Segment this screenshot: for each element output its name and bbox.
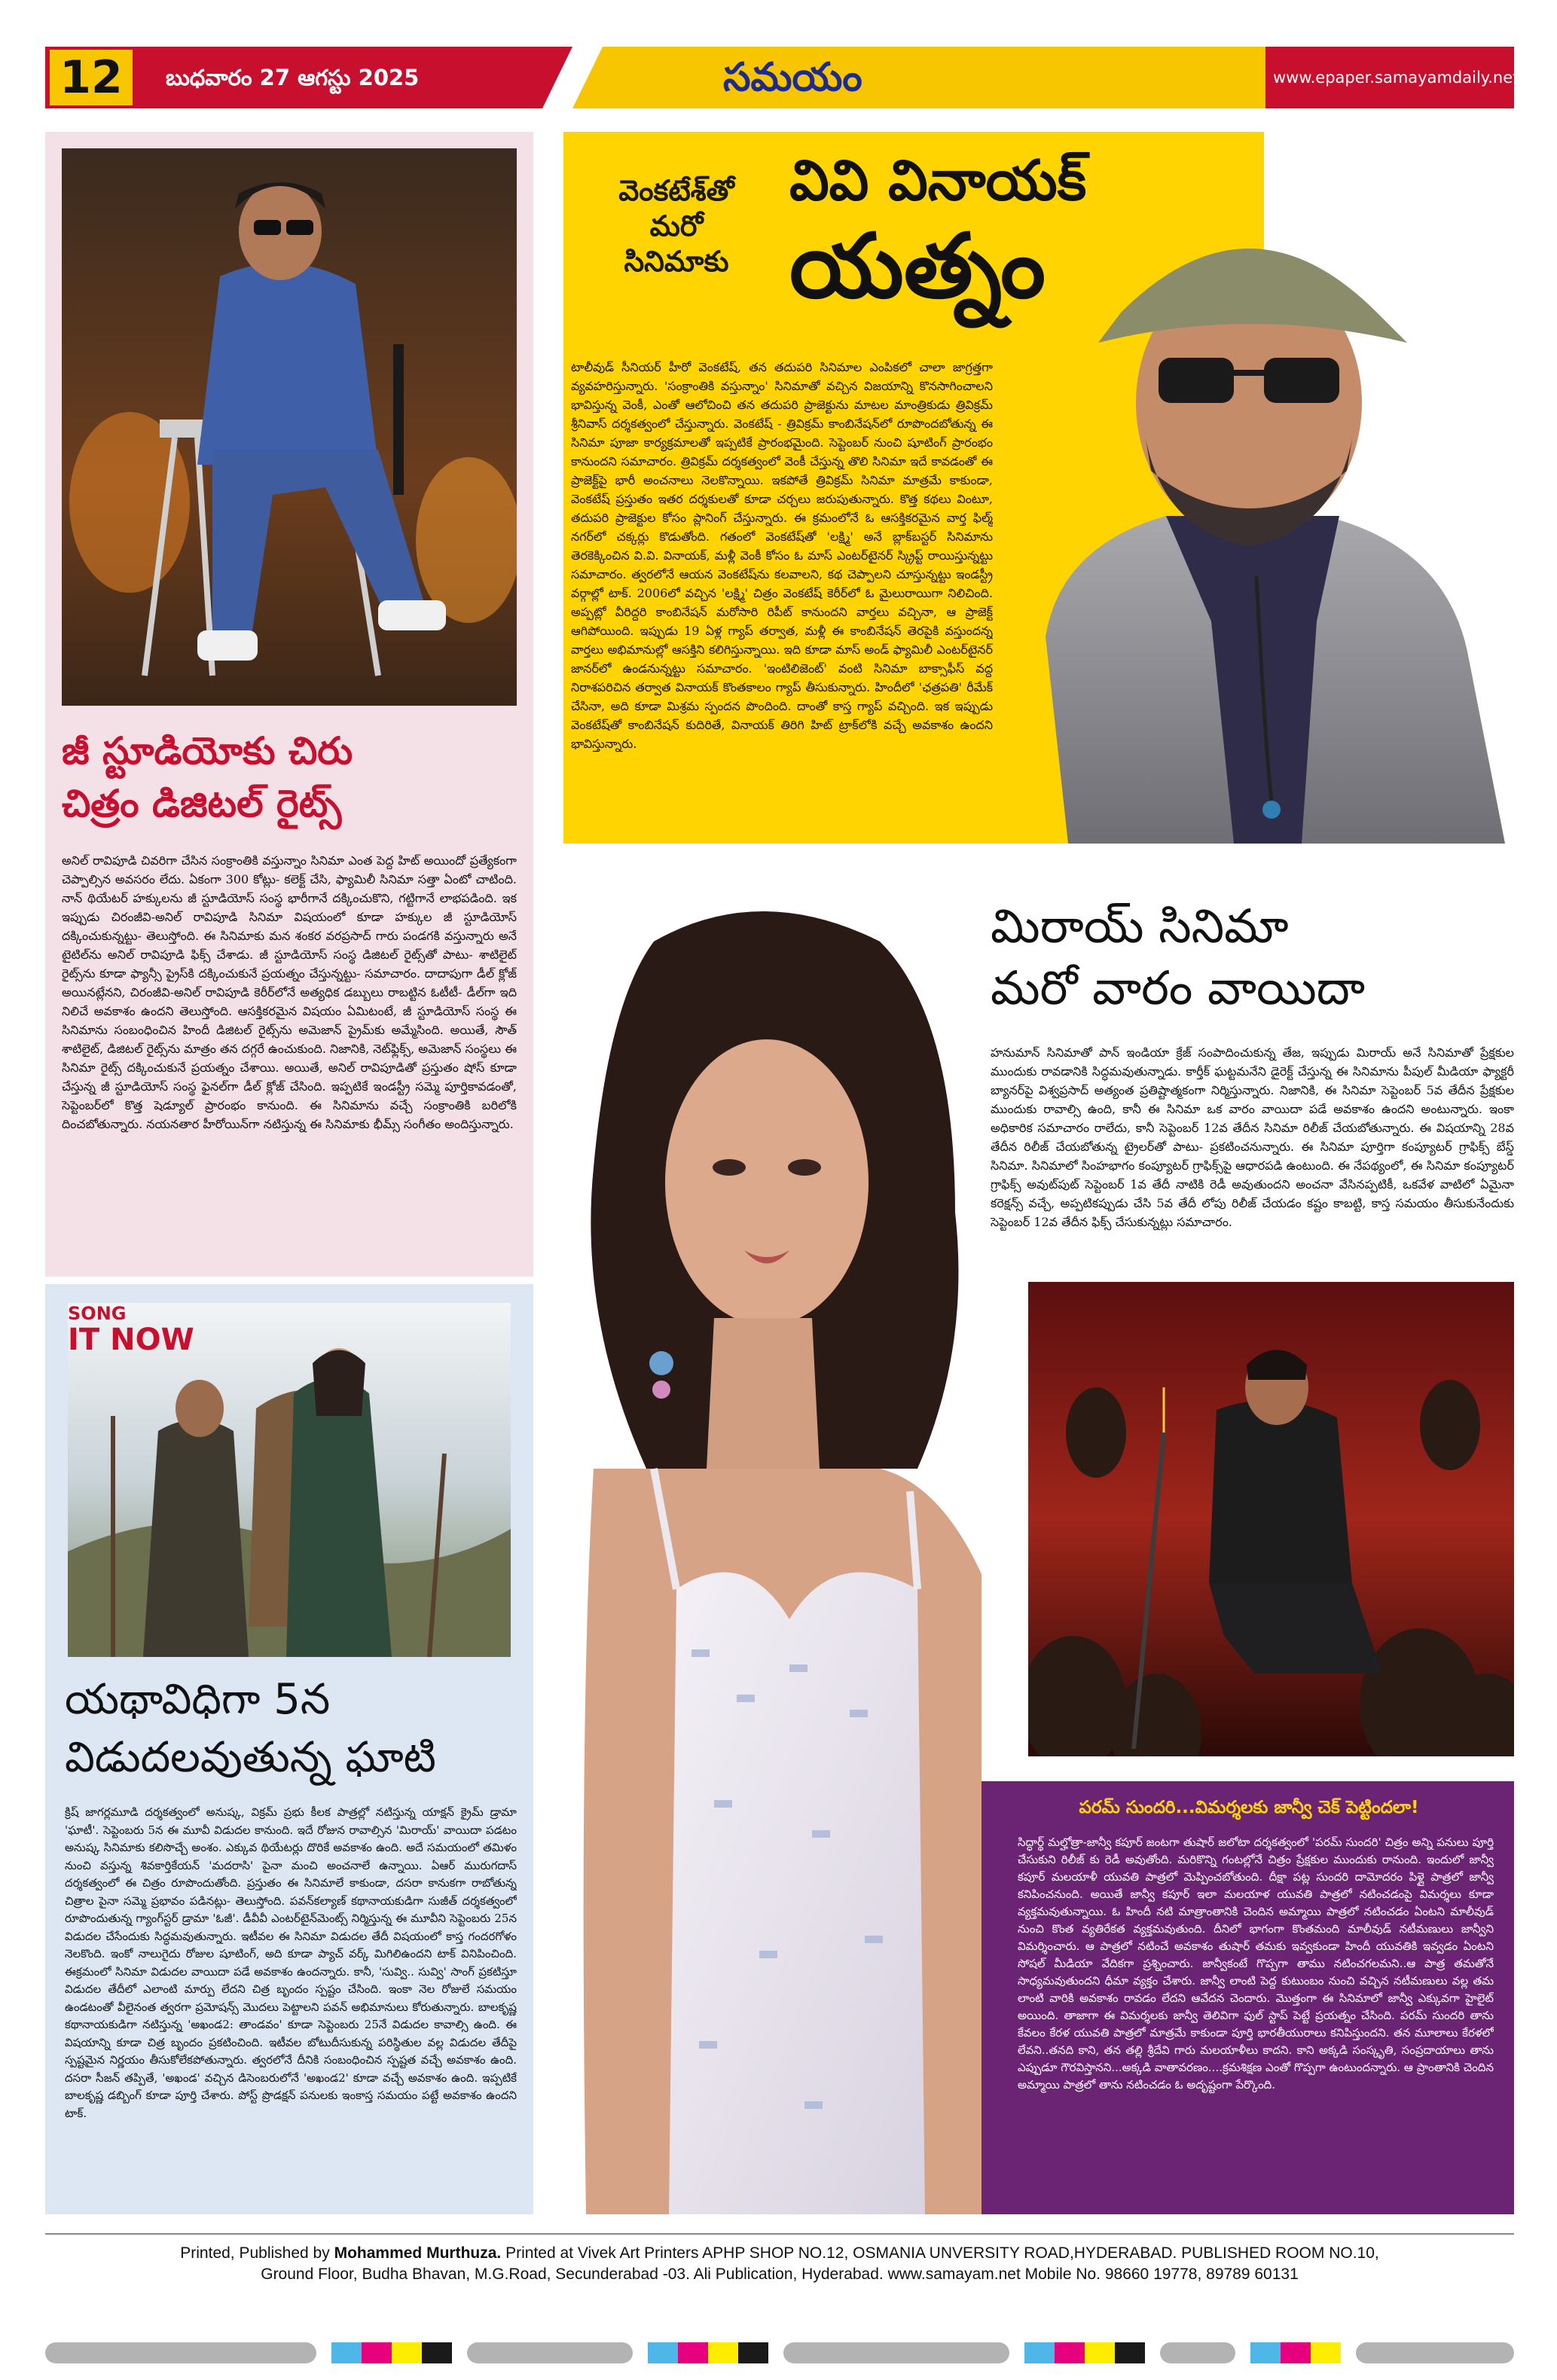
reg-grey-1 (467, 2342, 633, 2363)
chiru-headline-line2: చిత్రం డిజిటల్ రైట్స్ (62, 782, 342, 825)
page-date: బుధవారం 27 ఆగస్టు 2025 (166, 65, 420, 90)
reg-grey-3 (1160, 2342, 1235, 2363)
reg-magenta-1 (362, 2342, 392, 2363)
footer-imprint-line2: Ground Floor, Budha Bhavan, M.G.Road, Secunderabad -03. Ali Publication, Hyderabad. www.samayam.net Mobile No. 98660 19778, 89789 60131 (261, 2266, 1299, 2283)
chiru-article-body: అనిల్ రావిపూడి చివరిగా చేసిన సంక్రాంతికి వస్తున్నాం సినిమా ఎంత పెద్ద హిట్ అయిందో ప్రత్యేకంగా చెప్పాల్సిన అవసరం లేదు. ఏకంగా 300 కోట్లు- కలెక్ట్ చేసి, ఫ్యామిలీ సినిమా సత్తా ఏంటో చాటింది. నాన్ థియేటర్ హక్కులను జీ స్టూడియోస్ సంస్థ భారీగానే దక్కించుకొని, గట్టిగానే లాభపడింది. ఇక ఇప్పుడు చిరంజీవి-అనిల్ రావిపూడి సినిమా విషయంలో కూడా హక్కుల జీ స్టూడియోస్ దక్కించుకున్నట్టు- తెలుస్తోంది. ఈ సినిమాకు మన శంకర వరప్రసాద్ గారు పండగకి వస్తున్నారు అనే టైటిల్‌ను అనిల్ రావిపూడి ఫిక్స్ చేశాడు. జీ స్టూడియోస్ సంస్థ డిజిటల్ రైట్స్‌తో పాటు- శాటిలైట్ రైట్స్‌ను కూడా ఫ్యాన్సీ ప్రైస్‌కి దక్కించుకునే ప్రయత్నం చేస్తున్నట్టు- సమాచారం. దాదాపుగా డీల్ క్లోజ్ అయినట్లేనని, చిరంజీవి-అనిల్ రావిపూడి కెరీర్‌లోనే అత్యధిక డబ్బులు రాబట్టిన ఓటీటీ- డీల్‌గా ఇది నిలిచే అవకాశం ఉందని తెలుస్తోంది. ఆసక్తికరమైన విషయం ఏమిటంటే, జీ స్టూడియోస్ సంస్థ ఈ సినిమాను సంబంధించిన హిందీ డిజిటల్ రైట్స్‌ను అమెజాన్ ప్రైమ్‌కు అమ్మేసింది. అయితే, సౌత్ శాటిలైట్, డిజిటల్ రైట్స్‌ను మాత్రం తన దగ్గరే ఉంచుకుంది. నిజానికి, నెట్‌ఫ్లిక్స్, అమెజాన్ సంస్థలు ఈ సినిమా రైట్స్ దక్కించుకునే ప్రయత్నం చేశాయి. అయితే, అనిల్ రావిపూడితో ప్రస్తుతం షోస్ కూడా చేస్తున్న జీ స్టూడియోస్ సంస్థ ఫైనల్‌గా డీల్ క్లోజ్ చేసింది. ఇప్పటికే ఇండస్ట్రీ సమ్మె పూర్తికావడంతో, సెప్టెంబర్‌లో కొత్త షెడ్యూల్ ప్రారంభం కానుంది. ఈ సినిమాను వచ్చే సంక్రాంతికి బరిలోకి దించబోతున్నారు. నయనతార హీరోయిన్‌గా నటిస్తున్న ఈ సినిమాకు భీమ్స్ సంగీతం అందిస్తున్నారు. (62, 853, 517, 1131)
mirai-article-body: హనుమాన్ సినిమాతో పాన్ ఇండియా క్రేజ్ సంపాదించుకున్న తేజ, ఇప్పుడు మిరాయ్ అనే సినిమాతో ప్రేక్షకుల ముందుకు రావడానికి సిద్ధమవుతున్నాడు. కార్తీక్ ఘట్టమనేని డైరెక్ట్ చేస్తున్న ఈ సినిమాను పీపుల్ మీడియా ఫ్యాక్టరీ బ్యానర్‌పై విశ్వప్రసాద్ అత్యంత ప్రతిష్టాత్మకంగా నిర్మిస్తున్నారు. నిజానికి, ఈ సినిమా సెప్టెంబర్ 5వ తేదీన ప్రేక్షకుల ముందుకు రావాల్సి ఉంది, కానీ ఈ సినిమా ఒక వారం వాయిదా పడే అవకాశం ఉందని అంటున్నారు. ఇంకా అధికారిక సమాచారం రాలేదు, కానీ సెప్టెంబర్ 12వ తేదీన సినిమా రిలీజ్ చేయబోతున్నారు. ఈ విషయాన్ని 28వ తేదీన రిలీజ్ చేయబోతున్న ట్రైలర్‌తో పాటు- ప్రకటించనున్నారు. ఈ సినిమా పూర్తిగా కంప్యూటర్ గ్రాఫిక్స్ బేస్డ్ సినిమా. సినిమాలో సింహభాగం కంప్యూటర్ గ్రాఫిక్స్‌పై ఆధారపడి ఉంటుంది. ఈ నేపథ్యంలో, ఈ సినిమా కంప్యూటర్ గ్రాఫిక్స్ అవుట్‌పుట్ సెప్టెంబర్ 1వ తేదీ నాటికి రెడీ అవుతుందని అంచనా వేసినప్పటికీ, ఒకవేళ వాటిలో ఏమైనా కరెక్షన్స్ వచ్చే, అప్పటికప్పుడు చేసి 5వ తేదీ లోపు రిలీజ్ చేయడం కష్టం కాబట్టి, కాస్త సమయం తీసుకునేందుకు సెప్టెంబర్ 12వ తేదీన ఫిక్స్ చేసుకున్నట్లు సమాచారం. (991, 1045, 1514, 1229)
mirai-headline-line1: మిరాయ్ సినిమా (991, 899, 1289, 954)
reg-magenta-4 (1281, 2342, 1311, 2363)
page-number: 12 (50, 50, 133, 105)
param-article-body: సిద్ధార్థ్ మల్హోత్రా-జాన్వీ కపూర్ జంటగా తుషార్ జలోటా దర్శకత్వంలో 'పరమ్ సుందరి' చిత్రం అన్ని పనులు పూర్తి చేసుకుని రిలీజ్ కు రెడీ అవుతోంది. మరికొన్ని గంటల్లోనే చిత్రం ప్రేక్షకుల ముందుకు రానుంది. ఇందులో జాన్వీ కపూర్ మలయాళీ యువతి పాత్రలో మెప్పించబోతుంది. దీక్షా పట్ల సుందరి దామోదరం పిళ్లై పాత్రలో జాన్వీ కనిపించనుంది. అయితే జాన్వీ కపూర్ ఇలా మలయాళ యువతి పాత్రలో నటించడంపై విమర్శలు కూడా వ్యక్తమవుతున్నాయి. ఓ హిందీ నటి మాత్రాంతానికి చెందిన అమ్మాయి పాత్రలో నటించడం ఏంటని మాలీవుడ్ నుంచి కొంత వ్యతిరేకత వ్యక్తమవుతుంది. దీనిలో భాగంగా కొంతమంది మాలీవుడ్ నటీమణులు జాన్వీని విమర్శించారు. ఆ పాత్రలో నటించే అవకాశం తుషార్ తమకు ఇవ్వకుండా హిందీ యువతికి ఇవ్వడం ఏంటని సోషల్ మీడియా వేదికగా ప్రశ్నించారు. జాన్వీకంటే గొప్పగా తాము నటించగలమని..ఆ పాత్ర తమతోనే సాధ్యమవుతుందని ధీమా వ్యక్తం చేశారు. జాన్వీ లాంటి పెద్ద కుటుంబం నుంచి వచ్చిన నటీమణులు వల్ల తమ లాంటి వారికి అవకాశం రావడం లేదని ఆవేదన చెందారు. మొత్తంగా ఈ సినిమాలో జాన్వీ ఎక్కువగా హైలైట్ అయింది. తాజాగా ఈ విమర్శలకు జాన్వీ తెలివిగా ఫుల్ స్టాప్ పెట్టే ప్రయత్నం చేసింది. పరమ్ సుందరి తాను కేవలం కేరళ యువతి పాత్రలో మాత్రమే కాకుండా పూర్తి భారతీయురాలు కనిపిస్తుందని. తన మూలాలు కేరళలో లేవని..తనది కాని, తన తల్లి శ్రీదేవి గారు మలయాళీలు కాదని. కాని అక్కడి సంస్కృతి, సంప్రదాయాలు తాను ఎప్పుడూ గౌరవిస్తానని...అక్కడి వాతావరణం....క్రమశిక్షణ ఎంతో గొప్పగా ఉంటుందన్నారు. ఆ ప్రాంతానికి చెందిన అమ్మాయి పాత్రలో తాను నటించడం ఓ అదృష్టంగా పేర్కొంది. (1018, 1835, 1494, 2092)
reg-magenta-3 (1055, 2342, 1085, 2363)
venky-story (563, 132, 1505, 844)
param-story (982, 1781, 1514, 2214)
venky-kicker-line3: సినిమాకు (624, 245, 729, 278)
mirai-story (991, 889, 1514, 1755)
mirai-photo (1028, 1282, 1514, 1756)
footer-imprint-line1 (45, 2243, 1514, 2264)
chiru-photo (62, 148, 517, 706)
janhvi-photo (563, 896, 982, 2214)
reg-grey-2 (783, 2342, 1009, 2363)
reg-yellow-3 (1085, 2342, 1115, 2363)
page-header (45, 47, 1519, 108)
param-headline: పరమ్ సుందరి...విమర్శలకు జాన్వీ చెక్ పెట్టిందలా! (1079, 1798, 1419, 1817)
ghaati-story (45, 1284, 533, 2214)
ghaati-headline-line1: యథావిధిగా 5న (65, 1675, 331, 1724)
masthead: సమయం (723, 55, 862, 100)
reg-cyan-3 (1024, 2342, 1055, 2363)
ghaati-poster-text-line2: IT NOW (68, 1323, 194, 1357)
chiru-headline-line1: జీ స్టూడియోకు చిరు (62, 729, 353, 773)
venky-headline-line2: యత్నం (789, 214, 1046, 318)
reg-cyan-4 (1250, 2342, 1281, 2363)
ghaati-headline-line2: విడుదలవుతున్న ఘాటి (65, 1733, 436, 1782)
reg-black-1 (422, 2342, 452, 2363)
ghaati-poster-text-line1: SONG (68, 1303, 127, 1324)
reg-grey-right (1356, 2342, 1514, 2363)
reg-black-3 (1115, 2342, 1145, 2363)
ghaati-poster (68, 1303, 511, 1657)
reg-cyan-1 (331, 2342, 362, 2363)
chiru-story (45, 132, 533, 1277)
venky-kicker-line2: మరో (649, 209, 704, 243)
reg-yellow-2 (708, 2342, 738, 2363)
ghaati-article-body: క్రిష్ జాగర్లమూడి దర్శకత్వంలో అనుష్క, విక్రమ్ ప్రభు కీలక పాత్రల్లో నటిస్తున్న యాక్షన్ క్రైమ్ డ్రామా 'ఘాటీ'. సెప్టెంబరు 5న ఈ మూవీ విడుదల కానుంది. ఇదే రోజున రావాల్సిన 'మిరాయ్' వాయిదా పడటం అనుష్క సినిమాకు కలిసొచ్చే అంశం. ఎక్కువ థియేటర్లు దొరికే అవకాశం ఉంది. అదే సమయంలో తమిళం నుంచి వస్తున్న శివకార్తికేయన్ 'మదరాసి' పైనా మంచి అంచనాలే ఉన్నాయి. ఏఆర్ మురుగదాస్ దర్శకత్వంలో ఈ చిత్రం రూపొందుతోంది. ప్రస్తుతం ఈ సినిమాలే కాకుండా, దసరా కానుకగా రాబోతున్న చిత్రాల పైనా సమ్మె ప్రభావం పడినట్లు- తెలుస్తోంది. పవన్‌కల్యాణ్ కథానాయకుడిగా సుజీత్ దర్శకత్వంలో రూపొందుతున్న గ్యాంగ్‌స్టర్ డ్రామా 'ఓజీ'. డీవీవీ ఎంటర్‌టైన్‌మెంట్స్ నిర్మిస్తున్న ఈ మూవీని సెప్టెంబరు 25న విడుదల చేసేందుకు సిద్ధమవుతున్నారు. ఇటీవల ఈ సినిమా విడుదల తేదీ విషయంలో కాస్త గందరగోళం నెలకొంది. ఇంకో నాలుగైదు రోజుల షూటింగ్, అది కూడా ప్యాచ్ వర్క్ మిగిలిఉందని టాక్ వినిపించింది. ఈక్రమంలో సినిమా విడుదల వాయిదా పడే అవకాశం ఉందన్నారు. కానీ, 'సువ్వి.. సువ్వి' సాంగ్ ప్రకటిస్తూ విడుదల తేదీలో ఎలాంటి మార్పు లేదని చిత్ర బృందం స్పష్టం చేసింది. ఇంకా నెల రోజులే సమయం ఉండటంతో వీలైనంత త్వరగా ప్రమోషన్స్ మొదలు పెట్టాలని పవన్ అభిమానులు కోరుతున్నారు. బాలకృష్ణ కథానాయకుడిగా నటిస్తున్న 'అఖండ2: తాండవం' కూడా సెప్టెంబరు 25నే విడుదల కావాల్సి ఉంది. ఈ విషయాన్ని కూడా చిత్ర బృందం ప్రకటించింది. ఇటీవల బోటుదీసుకున్న పరిస్థితుల వల్ల విడుదల తేదీపై స్పష్టమైన నిర్ణయం తీసుకోలేకపోతున్నారు. త్వరలోనే దీనికి సంబంధించిన స్పష్టత వచ్చే అవకాశం ఉంది. దసరా సీజన్ తప్పితే, 'అఖండ' వచ్చిన డిసెంబరులోనే 'అఖండ2' కూడా వచ్చే అవకాశం ఉంది. ఇప్పటికే బాలకృష్ణ డబ్బింగ్ కూడా పూర్తి చేశారు. పోస్ట్ ప్రొడక్షన్ పనులకు ఇంకాస్త సమయం పట్టే అవకాశం ఉందని టాక్. (65, 1805, 517, 2120)
reg-black-2 (738, 2342, 768, 2363)
header-website: www.epaper.samayamdaily.net (1273, 69, 1519, 87)
venky-article-body: టాలీవుడ్ సీనియర్ హీరో వెంకటేష్, తన తదుపరి సినిమాల ఎంపికలో చాలా జాగ్రత్తగా వ్యవహరిస్తున్నారు. 'సంక్రాంతికి వస్తున్నాం' సినిమాతో వచ్చిన విజయాన్ని కొనసాగించాలని భావిస్తున్న వెంకీ, ఎంతో ఆలోచించి తన తదుపరి ప్రాజెక్టును మాటల మాంత్రికుడు త్రివిక్రమ్ శ్రీనివాస్ దర్శకత్వంలో చేస్తున్నారు. వెంకటేష్ - త్రివిక్రమ్ కాంబినేషన్‌లో రూపొందబోతున్న ఈ సినిమా పూజా కార్యక్రమాలతో ఇప్పటికే ప్రారంభమైంది. సెప్టెంబర్ నుంచి షూటింగ్ ప్రారంభం కానుందని సమాచారం. త్రివిక్రమ్ దర్శకత్వంలో వెంకీ చేస్తున్న తొలి సినిమా ఇదే కావడంతో ఈ ప్రాజెక్ట్‌పై భారీ అంచనాలు నెలకొన్నాయి. ఇకపోతే త్రివిక్రమ్ సినిమా మాత్రమే కాకుండా, వెంకటేష్ ప్రస్తుతం ఇతర దర్శకులతో కూడా చర్చలు జరుపుతున్నారు. కొత్త కథలు వింటూ, తదుపరి ప్రాజెక్టుల కోసం ప్లానింగ్ చేస్తున్నారు. ఈ క్రమంలోనే ఓ ఆసక్తికరమైన వార్త ఫిల్మ్ నగర్‌లో చక్కర్లు కొడుతోంది. గతంలో వెంకటేష్‌తో 'లక్ష్మి' అనే బ్లాక్‌బస్టర్ సినిమాను తెరకెక్కించిన వి.వి. వినాయక్, మళ్లీ వెంకీ కోసం ఓ మాస్ ఎంటర్‌టైనర్ స్క్రిప్ట్ రాయిస్తున్నట్టు సమాచారం. త్వరలోనే ఆయన వెంకటేష్‌ను కలవాలని, కథ చెప్పాలని చూస్తున్నట్టు ఇండస్ట్రీ వర్గాల్లో టాక్. 2006లో వచ్చిన 'లక్ష్మి' చిత్రం వెంకటేష్ కెరీర్‌లో ఓ మైలురాయిగా నిలిచింది. అప్పట్లో వీరిద్దరి కాంబినేషన్ మరోసారి రిపీట్ కానుందని వార్తలు వచ్చినా, ఆ ప్రాజెక్ట్ ఆగిపోయింది. ఇప్పుడు 19 ఏళ్ల గ్యాప్ తర్వాత, మళ్లీ ఈ కాంబినేషన్ తెరపైకి వస్తుందన్న వార్తలు అభిమానుల్లో ఆసక్తిని కలిగిస్తున్నాయి. ఇది కూడా మాస్ అండ్ ఫ్యామిలీ ఎంటర్‌టైనర్ జానర్‌లో ఉండనున్నట్టు సమాచారం. 'ఇంటిలిజెంట్' వంటి సినిమా బాక్సాఫీస్ వద్ద నిరాశపరిచిన తర్వాత వినాయక్ కొంతకాలం గ్యాప్ తీసుకున్నారు. హిందీలో 'ఛత్రపతి' రీమేక్ చేసినా, అది కూడా మిశ్రమ స్పందన పొందింది. దాంతో కాస్త గ్యాప్ వచ్చింది. ఇక ఇప్పుడు వెంకటేష్‌తో కాంబినేషన్ కుదిరితే, వినాయక్ తిరిగి హిట్ ట్రాక్‌లోకి వచ్చే అవకాశం ఉందని భావిస్తున్నారు. (571, 360, 993, 751)
footer-publisher-name: Mohammed Murthuza. (334, 2244, 502, 2262)
venky-kicker-line1: వెంకటేశ్‌తో (618, 174, 734, 207)
venky-headline-line1: వివి వినాయక్ (789, 148, 1087, 213)
footer-printed-label: Printed, Published by (180, 2244, 330, 2262)
reg-grey-left (45, 2342, 316, 2363)
reg-yellow-1 (392, 2342, 422, 2363)
footer-printer-address: Printed at Vivek Art Printers APHP SHOP NO.12, OSMANIA UNVERSITY ROAD,HYDERABAD. PUBLISHED ROOM NO.10, (505, 2244, 1379, 2262)
footer-rule (45, 2233, 1514, 2235)
reg-magenta-2 (678, 2342, 708, 2363)
reg-cyan-2 (648, 2342, 678, 2363)
mirai-headline-line2: మరో వారం వాయిదా (991, 960, 1366, 1015)
reg-yellow-4 (1311, 2342, 1341, 2363)
